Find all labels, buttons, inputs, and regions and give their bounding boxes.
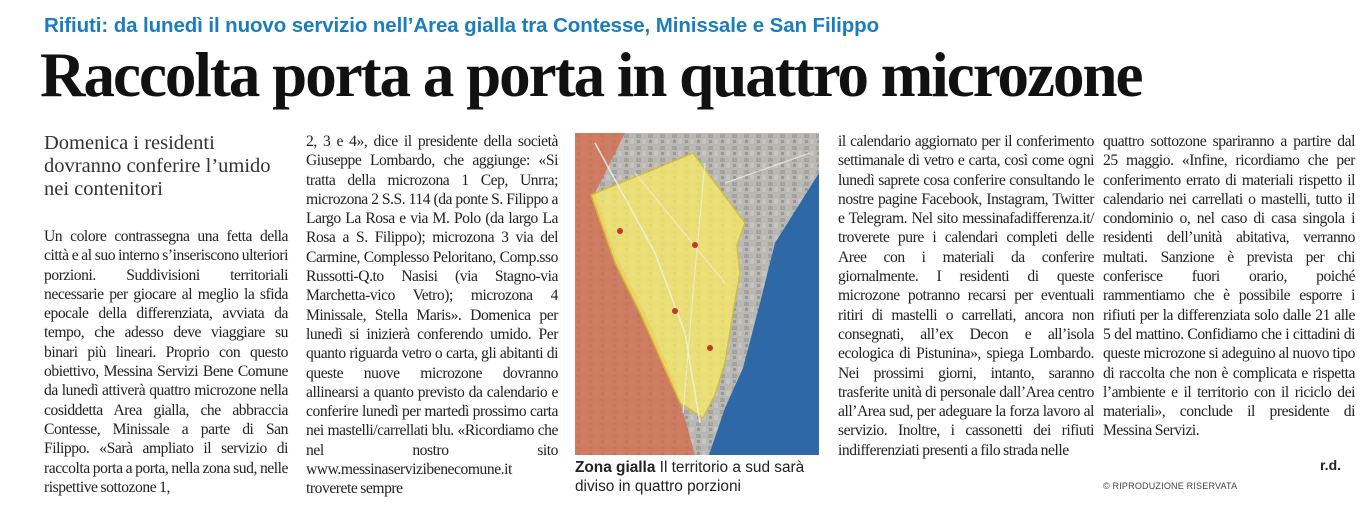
article-column-4	[1103, 132, 1355, 441]
article-subheadline: Domenica i residenti dovranno conferire l’umido nei contenitori	[44, 132, 271, 200]
article-column-2	[306, 132, 558, 499]
column-text: 2, 3 e 4», dice il presidente della società Giuseppe Lombardo, che aggiunge: «Si tratta della microzona 1 Cep, Unrra; microzona 2 S.S. 114 (da ponte S. Filippo a Largo La Rosa e via M. Polo (da largo La Rosa a S. Filippo); microzona 3 via del Carmine, Complesso Peloritano, Comp.sso Russotti-Q.to Nasisi (via Stagno-via Marchetta-vico Vetro); microzona 4 Minissale, Stella Maris». Domenica per lunedì si inizierà conferendo umido. Per quanto riguarda vetro o carta, gli abitanti di queste nuove microzone dovranno allinearsi a quanto previsto da calendario e conferire lunedì per martedì prossimo carta nei mastelli/carrellati blu. «Ricordiamo che nel nostro sito www.messinaservizibenecomune.it troverete sempre	[306, 133, 558, 498]
column-text: Un colore contrassegna una fetta della città e al suo interno s’inseriscono ulteriori porzioni. Suddivisioni territoriali necessarie per giocare al meglio la sfida epocale della differenziata, avviata da tempo, che adesso deve viaggiare su binari più lineari. Proprio con questo obiettivo, Messina Servizi Bene Comune da lunedì attiverà quattro microzone nella cosiddetta Area gialla, che abbraccia Contesse, Minissale a parte di San Filippo. «Sarà ampliato il servizio di raccolta porta a porta, nella zona sud, nelle rispettive sottozone 1,	[44, 228, 288, 496]
caption-text: Il territorio a sud sarà diviso in quattro porzioni	[575, 459, 805, 495]
column-text: quattro sottozone spariranno a partire dal 25 maggio. «Infine, ricordiamo che per conferimento errato di materiali rispetto il calendario nei carrellati o mastelli, tutto il condominio o, nel caso di casa singola i residenti dell’unità abitativa, verranno multati. Sanzione è prevista per chi conferisce fuori orario, poiché rammentiamo che è possibile esporre i rifiuti per la differenziata solo dalle 21 alle 5 del mattino. Confidiamo che i cittadini di queste microzone si adeguino al nuovo tipo di raccolta che non è complicata e rispetta l’ambiente e il territorio con il riciclo dei materiali», conclude il presidente di Messina Servizi.	[1103, 133, 1355, 440]
zone-map-graphic	[575, 133, 819, 455]
zone-map-photo	[575, 133, 819, 455]
article-column-1	[44, 227, 288, 497]
article-headline: Raccolta porta a porta in quattro microzone	[40, 40, 1142, 110]
article-column-3	[838, 132, 1094, 460]
copyright-notice: © RIPRODUZIONE RISERVATA	[1103, 481, 1238, 491]
column-text: il calendario aggiornato per il conferimento settimanale di vetro e carta, così come ogni lunedì saprete cosa conferire consultando le nostre pagine Facebook, Instagram, Twitter e Telegram. Nel sito messinafadifferenza.it/ troverete pure i calendari completi delle Aree con i materiali da conferire giornalmente. I residenti di queste microzone potranno recarsi per eventuali ritiri di mastelli o carrellati, ancora non consegnati, all’ex Decon e all’isola ecologica di Pistunina», spiega Lombardo. Nei prossimi giorni, intanto, saranno trasferite unità di personale dall’Area centro all’Area sud, per adeguare la forza lavoro al servizio. Inoltre, i cassonetti dei rifiuti indifferenziati presenti a filo strada nelle	[838, 133, 1094, 459]
article-kicker: Rifiuti: da lunedì il nuovo servizio nell’Area gialla tra Contesse, Minissale e San Filippo	[44, 14, 879, 37]
author-signature: r.d.	[1320, 457, 1342, 473]
photo-caption	[575, 458, 825, 496]
caption-title: Zona gialla	[575, 459, 656, 476]
